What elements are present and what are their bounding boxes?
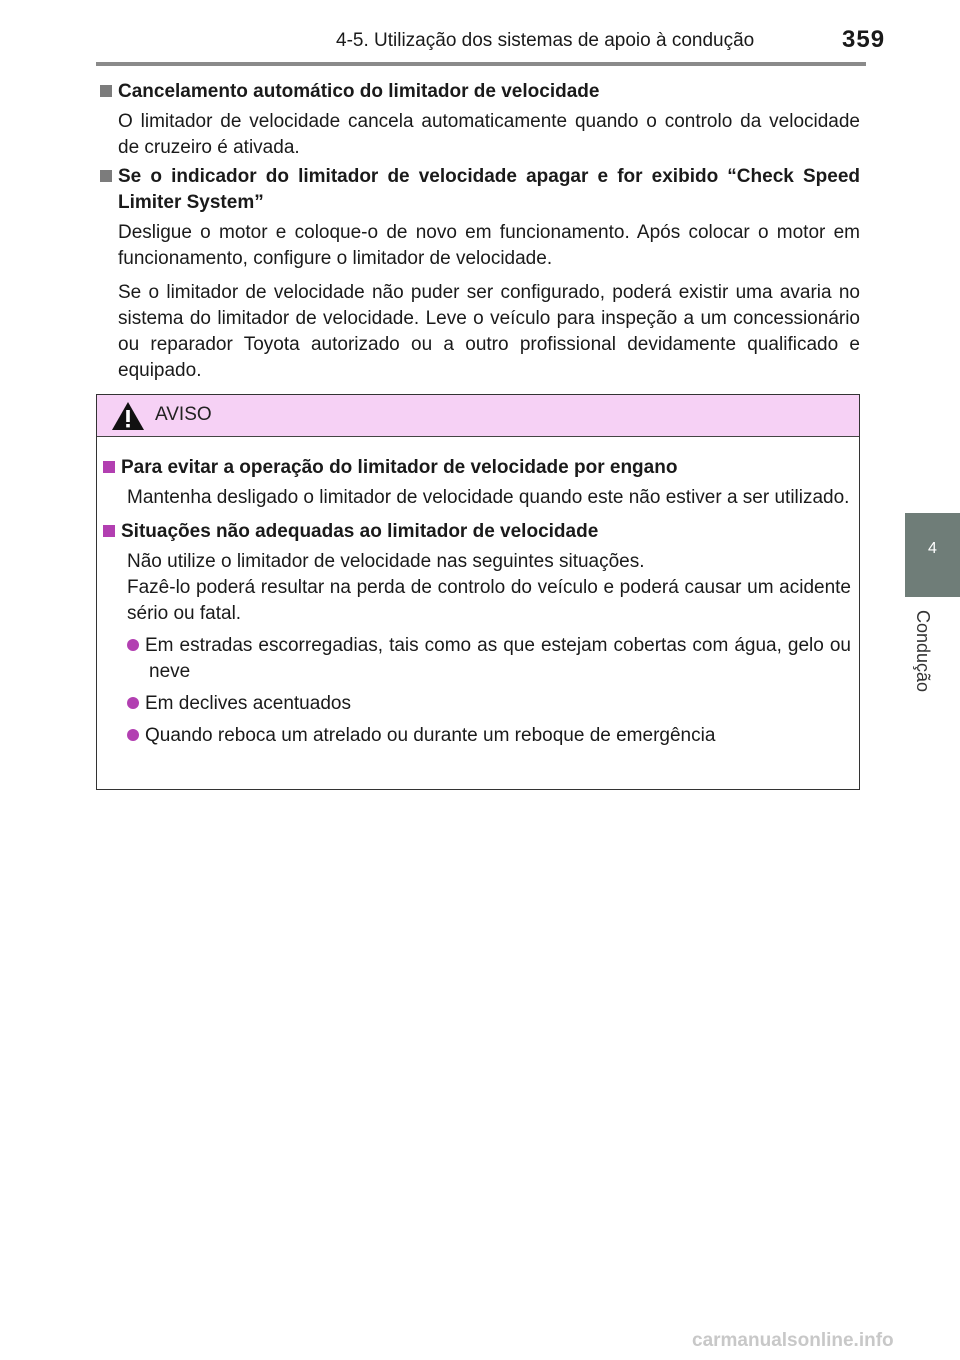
list-item — [127, 633, 851, 685]
circle-bullet-icon — [127, 697, 139, 709]
section-paragraph: Desligue o motor e coloque-o de novo em funcionamento. Após colocar o motor em funcionamento, configure o limitador de velocidade. — [118, 222, 860, 269]
circle-bullet-icon — [127, 729, 139, 741]
section-heading-text: Cancelamento automático do limitador de velocidade — [118, 81, 600, 102]
watermark-link[interactable]: carmanualsonline.info — [692, 1330, 894, 1351]
section-paragraph: O limitador de velocidade cancela automaticamente quando o controlo da velocidade de cruzeiro é ativada. — [118, 111, 860, 158]
warning-header — [97, 395, 859, 437]
section-auto-cancel — [100, 79, 860, 161]
chapter-label: Condução — [913, 610, 933, 693]
list-item-text: Em estradas escorregadias, tais como as que estejam cobertas com água, gelo ou neve — [145, 635, 851, 682]
section-paragraph: Se o limitador de velocidade não puder ser configurado, poderá existir uma avaria no sistema do limitador de velocidade. Leve o veículo para inspeção a um concessionário ou reparador Toyota autorizado ou a outro profissional devidamente qualificado e equipado. — [118, 282, 860, 381]
header-divider — [96, 62, 866, 66]
list-item — [127, 691, 851, 717]
page-header-title: 4-5. Utilização dos sistemas de apoio à condução — [336, 30, 755, 51]
circle-bullet-icon — [127, 639, 139, 651]
square-bullet-icon — [103, 461, 115, 473]
warning-label: AVISO — [155, 404, 212, 425]
list-item-text: Em declives acentuados — [145, 693, 351, 714]
list-item — [127, 723, 851, 749]
square-bullet-icon — [103, 525, 115, 537]
section-heading-text: Se o indicador do limitador de velocidade apagar e for exibido “Check Speed Limiter System” — [118, 166, 860, 213]
chapter-tab[interactable] — [905, 513, 960, 597]
warning-heading — [103, 455, 851, 481]
warning-body — [97, 437, 859, 749]
warning-paragraph: Fazê-lo poderá resultar na perda de controlo do veículo e poderá causar um acidente sério ou fatal. — [127, 577, 851, 624]
warning-heading-text: Situações não adequadas ao limitador de velocidade — [121, 521, 599, 542]
section-check-speed-limiter — [100, 164, 860, 384]
warning-heading-text: Para evitar a operação do limitador de velocidade por engano — [121, 457, 678, 478]
chapter-number: 4 — [928, 540, 937, 557]
warning-box — [96, 394, 860, 790]
page-number: 359 — [842, 26, 886, 53]
warning-paragraph: Mantenha desligado o limitador de velocidade quando este não estiver a ser utilizado. — [127, 487, 850, 508]
section-heading — [100, 79, 860, 105]
warning-heading — [103, 519, 851, 545]
warning-triangle-icon — [111, 401, 145, 431]
square-bullet-icon — [100, 170, 112, 182]
section-heading — [100, 164, 860, 216]
square-bullet-icon — [100, 85, 112, 97]
warning-paragraph: Não utilize o limitador de velocidade nas seguintes situações. — [127, 551, 645, 572]
list-item-text: Quando reboca um atrelado ou durante um reboque de emergência — [145, 725, 716, 746]
